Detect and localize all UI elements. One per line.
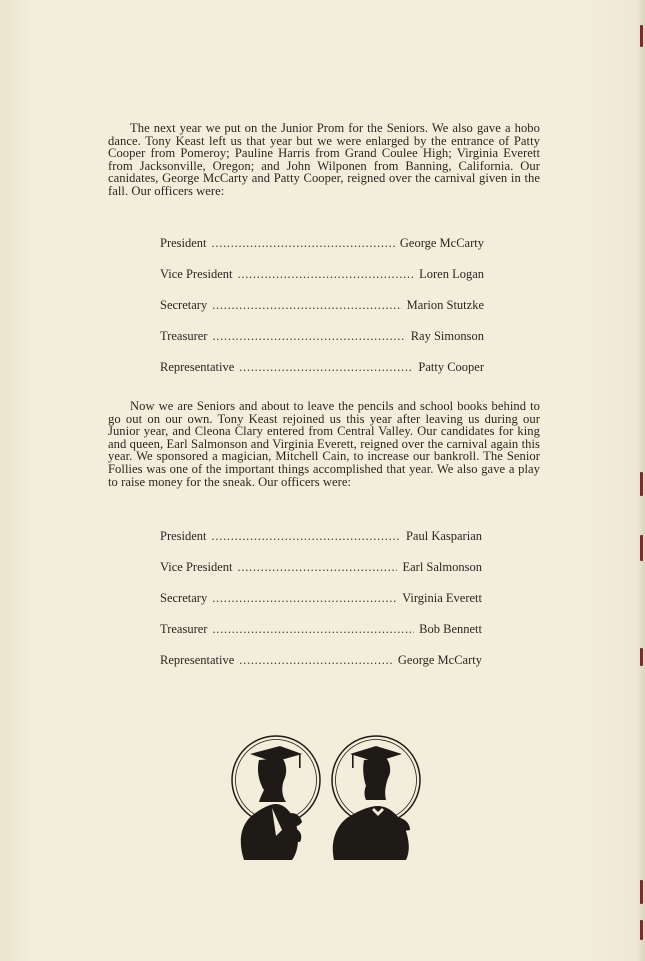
binding-mark [640, 472, 643, 496]
officer-title: Representative [160, 360, 235, 374]
officer-name: Marion Stutzke [406, 298, 484, 312]
officer-name: George McCarty [397, 653, 482, 667]
binding-mark [640, 648, 643, 666]
officer-name: Bob Bennett [419, 622, 482, 636]
officer-name: Earl Salmonson [402, 560, 482, 574]
leader-dots [212, 529, 401, 543]
senior-year-paragraph: Now we are Seniors and about to leave the pencils and school books behind to go out on our own. Tony Keast rejoined us this year after leaving us during our Junior year, and Cleona Clary entered from Central Valley. Our candidates for king and queen, Earl Salmonson and Virginia Everett, reigned over the carnival again this year. We sponsored a magician, Mitchell Cain, to increase our bankroll. The Senior Follies was one of the important things accomplished that year. We also gave a play to raise money for the sneak. Our officers were: [108, 399, 540, 489]
officer-row [160, 560, 482, 591]
leader-dots [212, 591, 397, 605]
senior-officers-list [160, 529, 482, 684]
graduate-silhouettes-emblem [226, 732, 426, 862]
male-graduate-icon [333, 746, 410, 860]
leader-dots [238, 267, 415, 281]
officer-row [160, 591, 482, 622]
binding-mark [640, 535, 643, 561]
officer-row [160, 298, 484, 329]
officer-title: Vice President [160, 267, 233, 281]
officer-row [160, 360, 484, 391]
officer-title: Representative [160, 653, 235, 667]
binding-mark [640, 920, 643, 940]
officer-name: Paul Kasparian [405, 529, 482, 543]
officer-row [160, 236, 484, 267]
leader-dots [212, 236, 395, 250]
leader-dots [238, 560, 398, 574]
officer-title: President [160, 529, 207, 543]
officer-title: Treasurer [160, 622, 208, 636]
officer-row [160, 267, 484, 298]
officer-name: Ray Simonson [410, 329, 484, 343]
officer-name: Virginia Everett [402, 591, 482, 605]
officer-row [160, 529, 482, 560]
officer-title: Secretary [160, 298, 208, 312]
binding-mark [640, 25, 643, 47]
officer-row [160, 622, 482, 653]
junior-year-paragraph: The next year we put on the Junior Prom for the Seniors. We also gave a hobo dance. Tony Keast left us that year but we were enlarged by the entrance of Patty Cooper from Pomeroy; Pauline Harris from Grand Coulee High; Virginia Everett from Jacksonville, Oregon; and John Wilponen from Banning, California. Our canidates, George McCarty and Patty Cooper, reigned over the carnival given in the fall. Our officers were: [108, 121, 540, 198]
leader-dots [212, 622, 414, 636]
officer-title: Vice President [160, 560, 233, 574]
officer-row [160, 653, 482, 684]
binding-mark [640, 880, 643, 904]
officer-title: Treasurer [160, 329, 208, 343]
officer-name: Patty Cooper [418, 360, 484, 374]
officer-name: Loren Logan [419, 267, 484, 281]
junior-officers-list [160, 236, 484, 391]
officer-title: Secretary [160, 591, 208, 605]
leader-dots [239, 653, 393, 667]
female-graduate-icon [241, 746, 302, 860]
leader-dots [212, 298, 401, 312]
officer-title: President [160, 236, 207, 250]
leader-dots [239, 360, 413, 374]
officer-row [160, 329, 484, 360]
officer-name: George McCarty [399, 236, 484, 250]
leader-dots [212, 329, 405, 343]
